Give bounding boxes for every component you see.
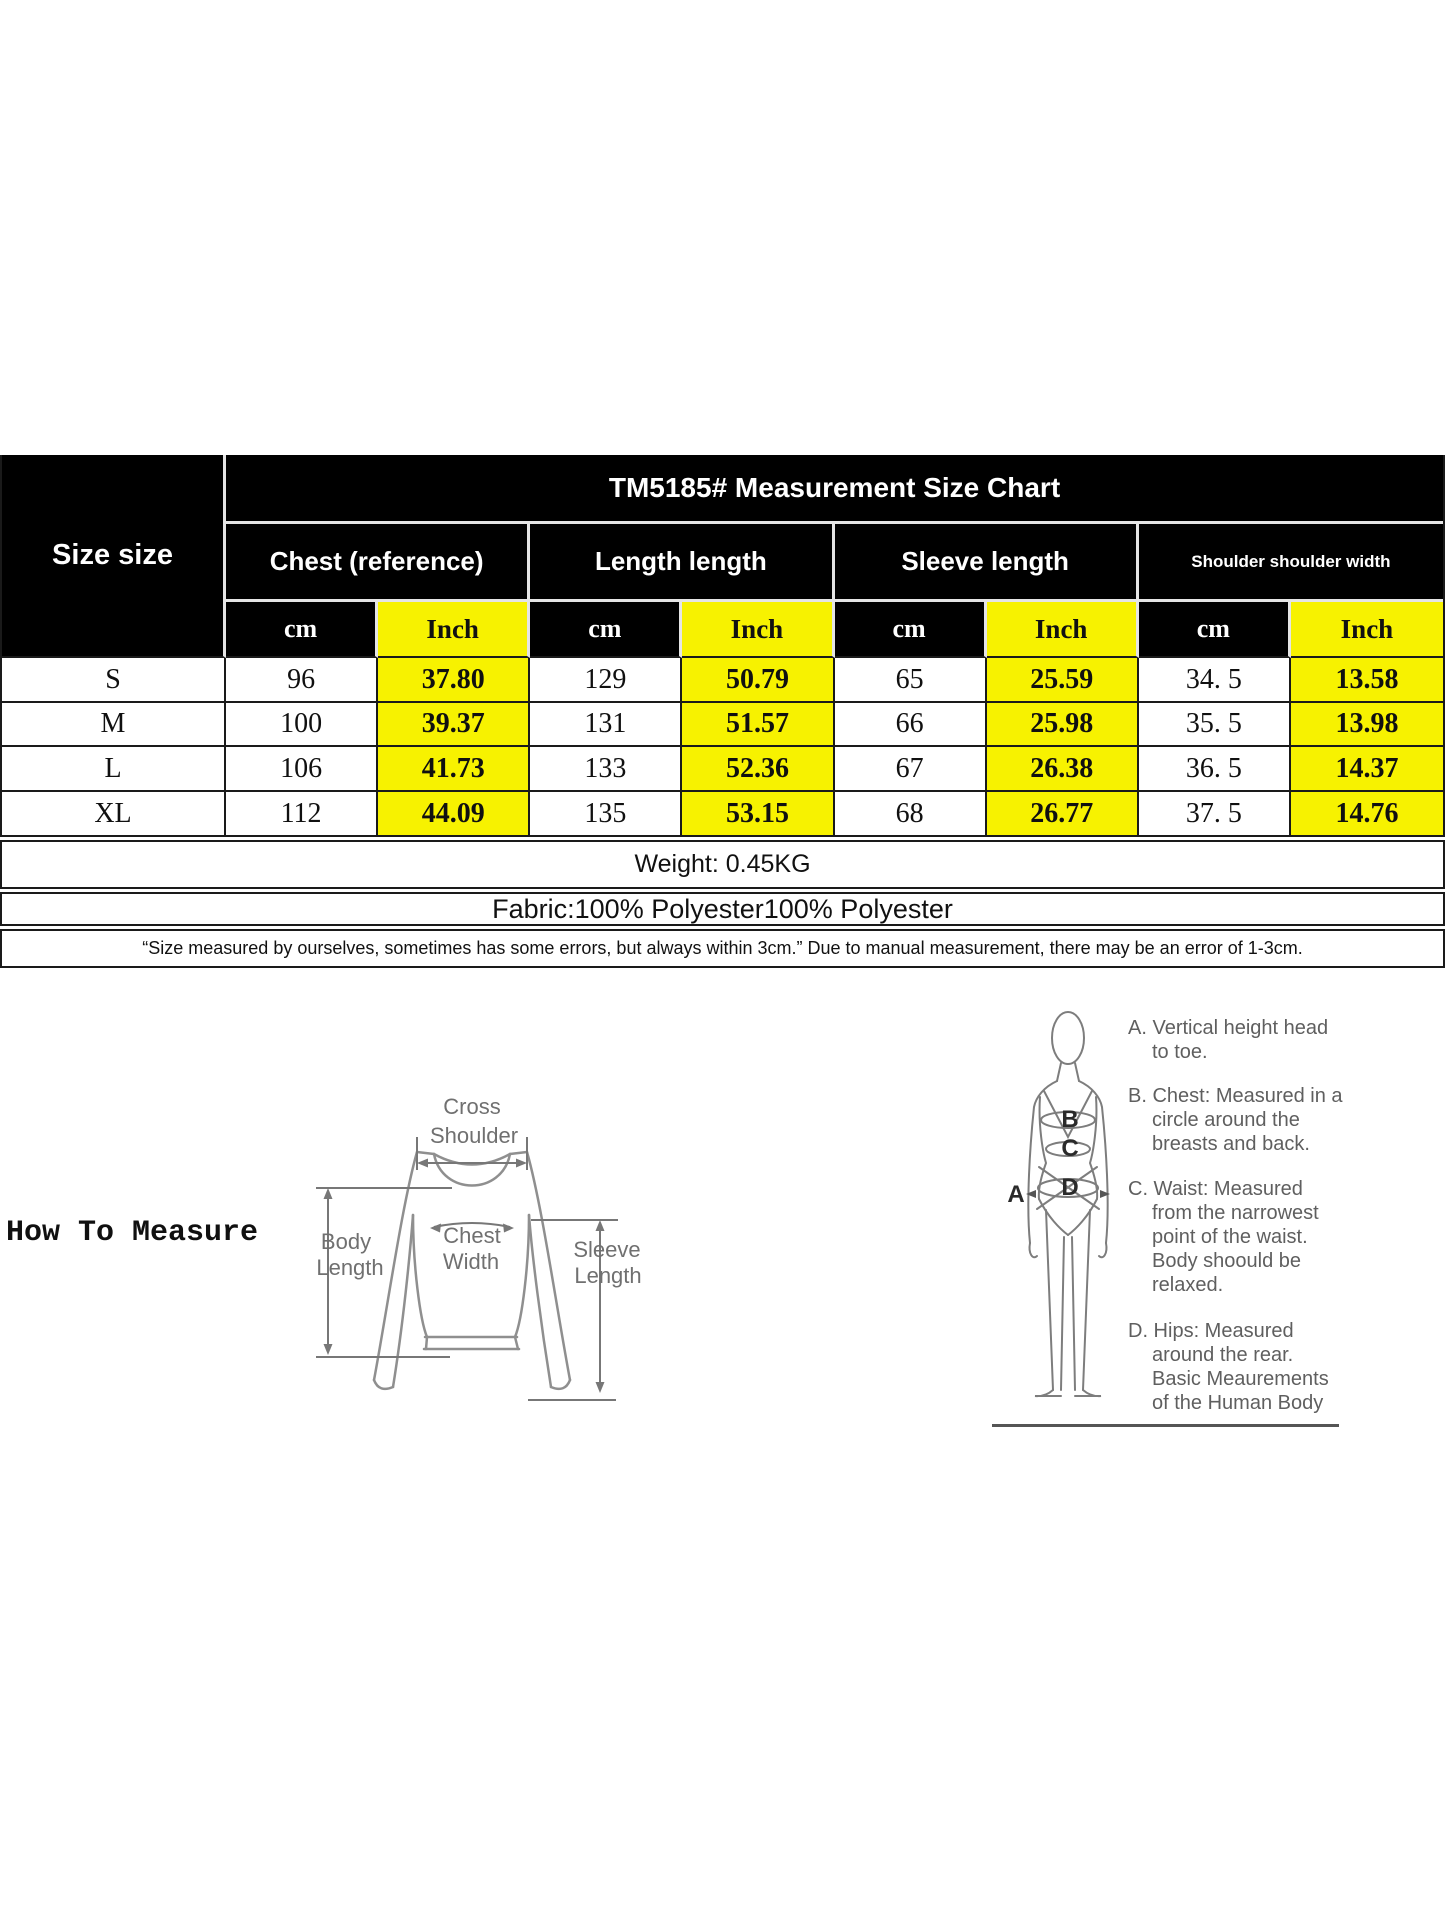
- value-cell: 35. 5: [1139, 703, 1291, 747]
- chest-width-label-line2: Width: [442, 1249, 500, 1274]
- column-group-shoulder: Shoulder shoulder width: [1139, 524, 1443, 602]
- unit-header-cm: cm: [1139, 602, 1291, 658]
- value-cell: 26.77: [987, 792, 1139, 837]
- value-cell: 100: [226, 703, 378, 747]
- fabric-row: Fabric:100% Polyester100% Polyester: [0, 892, 1445, 926]
- figure-label-c: C: [1061, 1135, 1079, 1162]
- how-to-measure-heading: How To Measure: [6, 1216, 259, 1250]
- value-cell: 25.98: [987, 703, 1139, 747]
- size-column-header: Size size: [2, 455, 226, 658]
- section-divider-line: [992, 1424, 1339, 1427]
- size-cell: M: [2, 703, 226, 747]
- value-cell: 25.59: [987, 658, 1139, 703]
- value-cell: 67: [835, 747, 987, 792]
- unit-header-cm: cm: [835, 602, 987, 658]
- value-cell: 41.73: [378, 747, 530, 792]
- chest-width-label-line1: Chest: [443, 1223, 501, 1248]
- figure-label-b: B: [1061, 1106, 1079, 1133]
- value-cell: 133: [530, 747, 682, 792]
- body-length-label-line2: Length: [316, 1255, 384, 1280]
- column-group-chest: Chest (reference): [226, 524, 530, 602]
- table-title: TM5185# Measurement Size Chart: [226, 455, 1443, 524]
- unit-header-inch: Inch: [1291, 602, 1443, 658]
- body-length-label-line1: Body: [320, 1229, 372, 1254]
- cross-shoulder-label-line1: Cross: [443, 1094, 501, 1119]
- value-cell: 37.80: [378, 658, 530, 703]
- value-cell: 106: [226, 747, 378, 792]
- value-cell: 13.58: [1291, 658, 1443, 703]
- disclaimer-row: “Size measured by ourselves, sometimes has some errors, but always within 3cm.” Due to manual measurement, there may be an error of 1-3cm.: [0, 929, 1445, 968]
- unit-header-cm: cm: [530, 602, 682, 658]
- measurement-notes: [1128, 1016, 1353, 1415]
- value-cell: 26.38: [987, 747, 1139, 792]
- note-c: C. Waist: Measured from the narrowest point of the waist. Body shoould be relaxed.: [1128, 1178, 1319, 1296]
- value-cell: 44.09: [378, 792, 530, 837]
- value-cell: 14.76: [1291, 792, 1443, 837]
- measurement-size-table: [0, 455, 1445, 837]
- size-cell: L: [2, 747, 226, 792]
- note-d: D. Hips: Measured around the rear. Basic Meaurements of the Human Body: [1128, 1320, 1329, 1414]
- unit-header-cm: cm: [226, 602, 378, 658]
- unit-header-inch: Inch: [682, 602, 834, 658]
- value-cell: 14.37: [1291, 747, 1443, 792]
- unit-header-inch: Inch: [378, 602, 530, 658]
- size-cell: S: [2, 658, 226, 703]
- value-cell: 39.37: [378, 703, 530, 747]
- note-a: A. Vertical height head to toe.: [1128, 1017, 1329, 1063]
- sleeve-length-label-line1: Sleeve: [573, 1237, 641, 1262]
- value-cell: 53.15: [682, 792, 834, 837]
- value-cell: 52.36: [682, 747, 834, 792]
- value-cell: 51.57: [682, 703, 834, 747]
- value-cell: 66: [835, 703, 987, 747]
- value-cell: 135: [530, 792, 682, 837]
- figure-label-d: D: [1061, 1174, 1079, 1201]
- value-cell: 50.79: [682, 658, 834, 703]
- value-cell: 96: [226, 658, 378, 703]
- value-cell: 37. 5: [1139, 792, 1291, 837]
- value-cell: 68: [835, 792, 987, 837]
- value-cell: 13.98: [1291, 703, 1443, 747]
- value-cell: 65: [835, 658, 987, 703]
- cross-shoulder-label-line2: Shoulder: [429, 1123, 519, 1148]
- value-cell: 34. 5: [1139, 658, 1291, 703]
- note-b: B. Chest: Measured in a circle around the breasts and back.: [1128, 1085, 1343, 1155]
- value-cell: 36. 5: [1139, 747, 1291, 792]
- value-cell: 131: [530, 703, 682, 747]
- figure-label-a: A: [1007, 1181, 1025, 1208]
- weight-row: Weight: 0.45KG: [0, 840, 1445, 889]
- column-group-sleeve: Sleeve length: [835, 524, 1139, 602]
- column-group-length: Length length: [530, 524, 834, 602]
- sleeve-length-label-line2: Length: [574, 1263, 642, 1288]
- value-cell: 129: [530, 658, 682, 703]
- size-cell: XL: [2, 792, 226, 837]
- unit-header-inch: Inch: [987, 602, 1139, 658]
- value-cell: 112: [226, 792, 378, 837]
